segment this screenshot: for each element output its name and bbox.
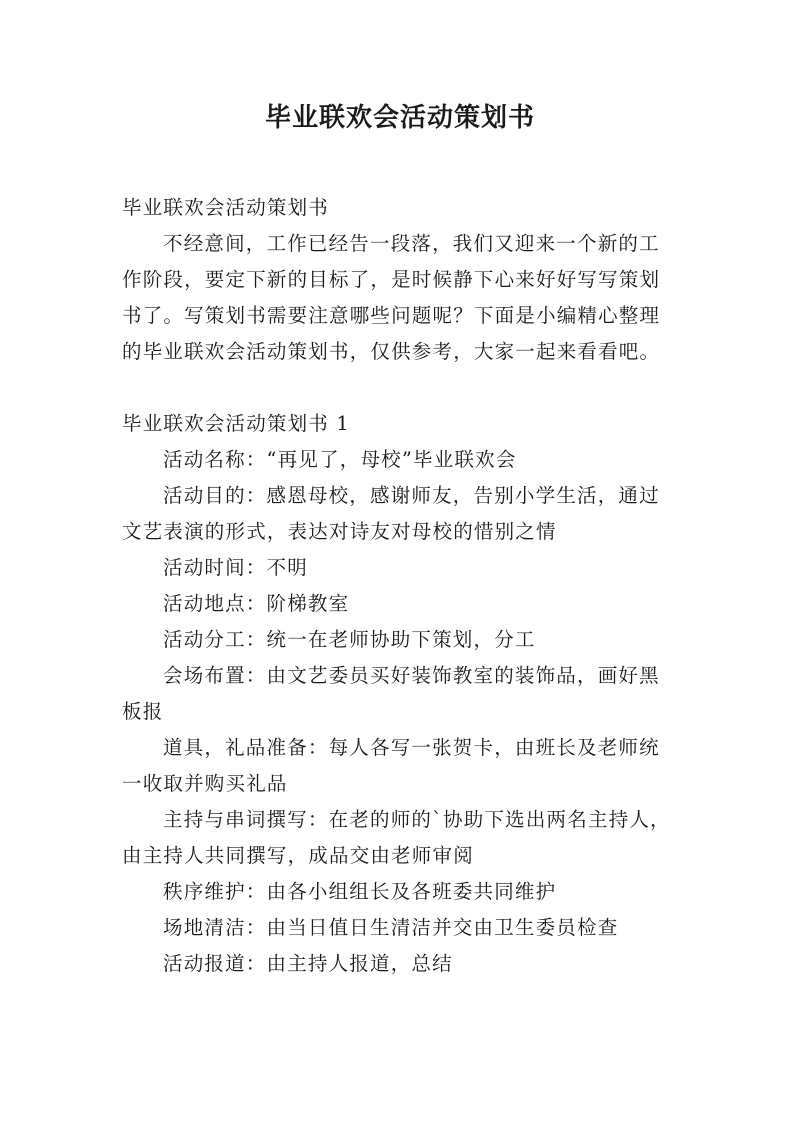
intro-paragraph-line: 作阶段，要定下新的目标了，是时候静下心来好好写写策划 [122,268,661,291]
props-gifts-line: 道具，礼品准备：每人各写一张贺卡，由班长及老师统 [163,736,660,759]
order-maintenance-line: 秩序维护：由各小组组长及各班委共同维护 [163,880,557,903]
host-script-line: 主持与串词撰写：在老的师的`协助下选出两名主持人， [163,808,671,831]
intro-paragraph-line: 书了。写策划书需要注意哪些问题呢？下面是小编精心整理 [122,304,661,327]
venue-setup-line-cont: 板报 [122,700,164,723]
venue-setup-line: 会场布置：由文艺委员买好装饰教室的装饰品，画好黑 [163,664,660,687]
venue-cleaning-line: 场地清洁：由当日值日生清洁并交由卫生委员检查 [163,916,619,939]
section-heading: 毕业联欢会活动策划书 1 [122,412,351,435]
activity-division-line: 活动分工：统一在老师协助下策划，分工 [163,628,536,651]
activity-name-line: 活动名称：“再见了，母校”毕业联欢会 [163,448,517,471]
activity-time-line: 活动时间：不明 [163,556,308,579]
props-gifts-line-cont: 一收取并购买礼品 [122,772,288,795]
paragraph-gap [122,370,692,406]
activity-purpose-line: 活动目的：感恩母校，感谢师友，告别小学生活，通过 [163,484,660,507]
intro-heading: 毕业联欢会活动策划书 [122,196,330,219]
intro-paragraph-line: 不经意间，工作已经告一段落，我们又迎来一个新的工 [163,232,660,255]
activity-purpose-line-cont: 文艺表演的形式，表达对诗友对母校的惜别之情 [122,520,557,543]
document-body [122,190,692,982]
activity-location-line: 活动地点：阶梯教室 [163,592,350,615]
activity-report-line: 活动报道：由主持人报道，总结 [163,952,453,975]
host-script-line-cont: 由主持人共同撰写，成品交由老师审阅 [122,844,474,867]
intro-paragraph-line: 的毕业联欢会活动策划书，仅供参考，大家一起来看看吧。 [122,340,661,363]
document-title: 毕业联欢会活动策划书 [264,103,535,133]
